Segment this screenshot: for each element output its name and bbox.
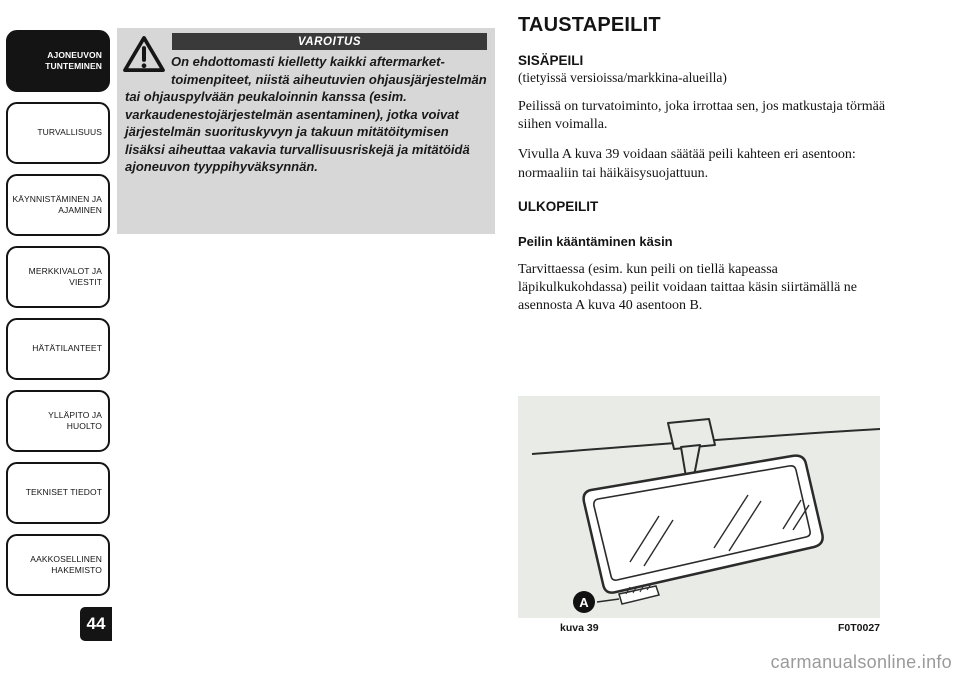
heading-ulkopeilit: ULKOPEILIT: [518, 198, 599, 214]
figure-caption: kuva 39: [560, 622, 599, 634]
warning-title: VAROITUS: [172, 33, 487, 50]
mirror-mount: [668, 419, 715, 449]
sidebar-item-hatatilanteet: HÄTÄTILANTEET: [6, 318, 110, 380]
figure-box: [518, 396, 880, 618]
page-title: TAUSTAPEILIT: [518, 14, 661, 36]
site-watermark: carmanualsonline.info: [770, 652, 952, 672]
sidebar-item-tekniset-tiedot: TEKNISET TIEDOT: [6, 462, 110, 524]
version-note: (tietyissä versioissa/markkina-alueilla): [518, 70, 727, 85]
figure-code: F0T0027: [837, 622, 880, 634]
callout-a-label: A: [579, 595, 589, 610]
sidebar-item-yllapito: YLLÄPITO JA HUOLTO: [6, 390, 110, 452]
sidebar-item-ajoneuvon-tunteminen: AJONEUVON TUNTEMINEN: [6, 30, 110, 92]
page-number: 44: [80, 607, 112, 641]
sidebar-item-hakemisto: AAKKOSELLINEN HAKEMISTO: [6, 534, 110, 596]
paragraph-inside-1: Peilissä on turvatoiminto, joka irrottaa sen, jos matkustaja törmää siihen voimalla.: [518, 99, 886, 133]
warning-text: [125, 53, 487, 176]
sidebar-item-merkkivalot: MERKKIVALOT JA VIESTIT: [6, 246, 110, 308]
sidebar-item-turvallisuus: TURVALLISUUS: [6, 102, 110, 164]
paragraph-inside-2: Vivulla A kuva 39 voidaan säätää peili kahteen eri asentoon: normaaliin tai häikäisysuojattuun.: [518, 147, 856, 181]
subheading-kaantaminen: Peilin kääntäminen käsin: [518, 233, 673, 249]
figure-caption-row: [518, 622, 880, 634]
heading-sisapeili: SISÄPEILI: [518, 53, 584, 68]
paragraph-outside-1: Tarvittaessa (esim. kun peili on tiellä kapeassa läpikulkukohdassa) peilit voidaan taittaa käsin siirtämällä ne asennosta A kuva 40 asentoon B.: [518, 261, 858, 314]
warning-text-body: On ehdottomasti kielletty kaikki aftermarket-toimenpiteet, niistä aiheutuvien ohjausjärjestelmän tai ohjauspylvään peukaloinnin kanssa (esim. varkaudenestojärjestelmän asentaminen), jotka voivat järjestelmän suorituskyvyn ja takuun mitätöitymisen lisäksi aiheuttaa vakavia turvallisuusriskejä ja mitätöidä ajoneuvon tyyppihyväksynnän.: [125, 54, 487, 175]
warning-triangle-icon: [122, 34, 166, 74]
section-tab-column: [6, 30, 110, 596]
rearview-mirror-illustration: [518, 396, 880, 618]
sidebar-item-kaynnistaminen: KÄYNNISTÄMINEN JA AJAMINEN: [6, 174, 110, 236]
main-content: [518, 14, 903, 315]
warning-box: [117, 28, 495, 234]
